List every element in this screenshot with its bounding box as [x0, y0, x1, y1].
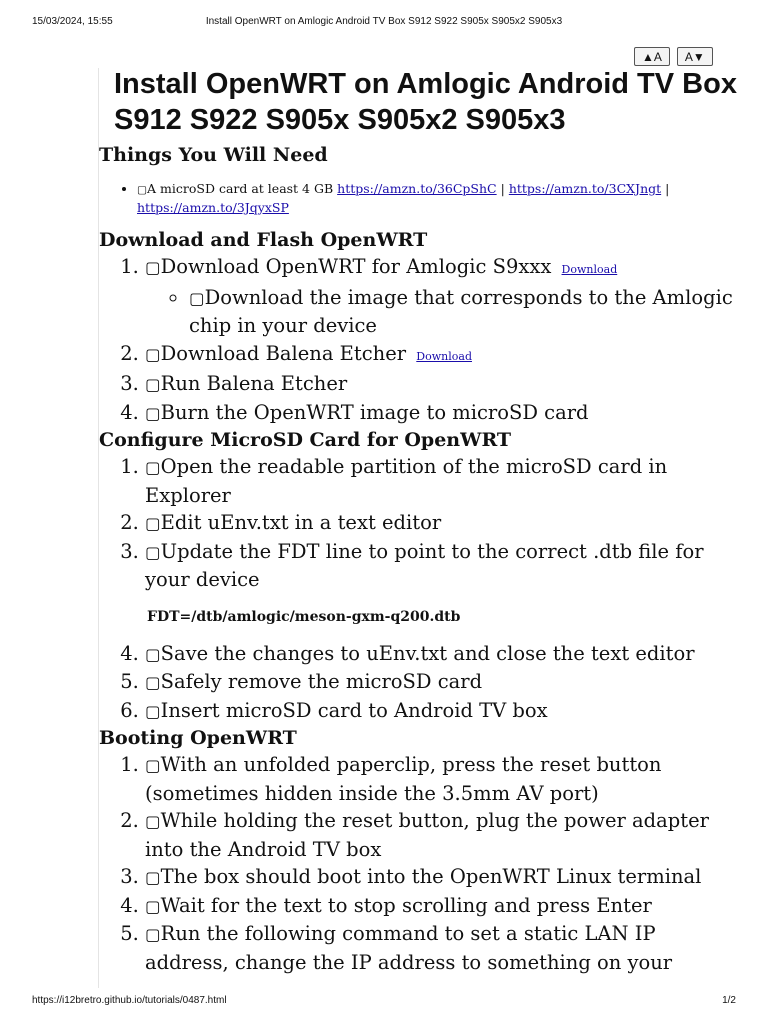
print-page-title: Install OpenWRT on Amlogic Android TV Box S912 S922 S905x S905x2 S905x3: [205, 16, 563, 27]
list-item: [145, 920, 739, 976]
step-text: Update the FDT line to point to the correct .dtb file for your device: [145, 539, 704, 591]
step-text: Run Balena Etcher: [160, 372, 348, 395]
sub-steps: [145, 284, 739, 340]
checkbox-icon[interactable]: ▢: [145, 458, 161, 477]
checkbox-icon[interactable]: ▢: [145, 258, 161, 277]
list-item: [145, 640, 739, 669]
list-item: [145, 892, 739, 921]
step-text: Save the changes to uEnv.txt and close the text editor: [160, 641, 695, 665]
section-heading-configure: Configure MicroSD Card for OpenWRT: [99, 429, 512, 451]
list-item: [145, 340, 739, 371]
checkbox-icon[interactable]: ▢: [189, 288, 205, 308]
print-footer: [32, 995, 736, 1006]
checkbox-icon[interactable]: ▢: [137, 183, 148, 196]
checkbox-icon[interactable]: ▢: [145, 542, 161, 562]
download-openwrt-link[interactable]: Download: [561, 263, 618, 276]
list-item: [145, 509, 739, 538]
checkbox-icon[interactable]: ▢: [145, 514, 161, 533]
step-text: Burn the OpenWRT image to microSD card: [160, 400, 589, 424]
list-item: [145, 863, 739, 892]
checkbox-icon[interactable]: ▢: [145, 644, 161, 664]
amazon-link-1[interactable]: https://amzn.to/36CpShC: [337, 181, 497, 196]
list-item: [145, 399, 739, 428]
list-item: [189, 284, 739, 340]
checkbox-icon[interactable]: ▢: [145, 812, 161, 831]
list-item: [145, 253, 739, 340]
step-text: Run the following command to set a static LAN IP address, change the IP address to something on your: [145, 922, 673, 974]
step-text: Wait for the text to stop scrolling and press Enter: [160, 893, 652, 917]
step-text: With an unfolded paperclip, press the reset button (sometimes hidden inside the 3.5mm AV port): [145, 753, 662, 805]
section-heading-things: Things You Will Need: [99, 144, 328, 166]
step-text: While holding the reset button, plug the power adapter into the Android TV box: [145, 809, 709, 861]
checkbox-icon[interactable]: ▢: [145, 403, 161, 423]
print-header: [32, 16, 736, 27]
page-title: Install OpenWRT on Amlogic Android TV Box S912 S922 S905x S905x2 S905x3: [114, 68, 737, 136]
checkbox-icon[interactable]: ▢: [145, 344, 161, 364]
fdt-code-line: FDT=/dtb/amlogic/meson-gxm-q200.dtb: [147, 608, 461, 625]
step-text: Download the image that corresponds to the Amlogic chip in your device: [189, 285, 733, 337]
step-text: Safely remove the microSD card: [160, 670, 483, 693]
list-item: [145, 807, 739, 863]
amazon-link-2[interactable]: https://amzn.to/3CXJngt: [508, 181, 662, 196]
download-steps: [99, 253, 739, 427]
list-item: [145, 538, 739, 594]
page-number: 1/2: [722, 995, 736, 1006]
step-text: Download Balena Etcher: [160, 341, 407, 365]
list-item: [145, 751, 739, 807]
section-heading-booting: Booting OpenWRT: [99, 727, 297, 749]
list-item: [137, 180, 739, 217]
configure-steps-continued: [99, 640, 739, 726]
link-separator: |: [665, 181, 670, 196]
step-text: Insert microSD card to Android TV box: [160, 698, 548, 722]
checkbox-icon[interactable]: ▢: [145, 868, 161, 887]
list-item: [145, 697, 739, 726]
checkbox-icon[interactable]: ▢: [145, 701, 161, 721]
decrease-font-button[interactable]: A▼: [677, 47, 713, 66]
section-heading-download: Download and Flash OpenWRT: [99, 229, 428, 251]
checkbox-icon[interactable]: ▢: [145, 756, 161, 775]
item-text: A microSD card at least 4 GB: [147, 181, 334, 196]
step-text: The box should boot into the OpenWRT Linux terminal: [160, 865, 702, 888]
checkbox-icon[interactable]: ▢: [145, 375, 161, 394]
amazon-link-3[interactable]: https://amzn.to/3JqyxSP: [137, 200, 289, 215]
font-size-controls: [634, 47, 713, 66]
print-datetime: 15/03/2024, 15:55: [32, 16, 113, 27]
step-text: Open the readable partition of the microSD card in Explorer: [145, 455, 668, 507]
things-list: [99, 180, 739, 217]
link-separator: |: [500, 181, 505, 196]
list-item: [145, 668, 739, 697]
tutorial-content: [99, 142, 739, 976]
list-item: [145, 453, 739, 509]
increase-font-button[interactable]: ▲A: [634, 47, 670, 66]
page-url: https://i12bretro.github.io/tutorials/0487.html: [32, 995, 227, 1006]
configure-steps: [99, 453, 739, 594]
booting-steps: [99, 751, 739, 976]
list-item: [145, 370, 739, 399]
checkbox-icon[interactable]: ▢: [145, 896, 161, 916]
checkbox-icon[interactable]: ▢: [145, 673, 161, 692]
checkbox-icon[interactable]: ▢: [145, 925, 161, 944]
step-text: Edit uEnv.txt in a text editor: [160, 511, 442, 534]
download-etcher-link[interactable]: Download: [416, 349, 472, 363]
step-text: Download OpenWRT for Amlogic S9xxx: [160, 255, 552, 278]
